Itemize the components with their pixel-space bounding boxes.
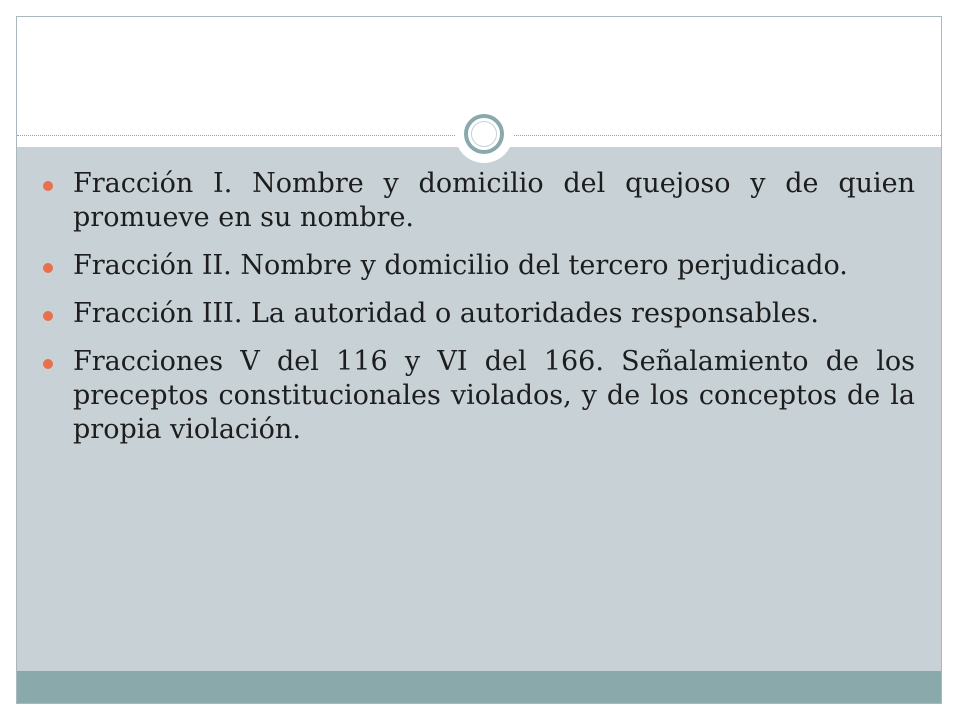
bullet-text: Fracción III. La autoridad o autoridades responsables. [73,298,820,329]
ornament-inner-ring [471,121,497,147]
footer-bar [17,671,941,704]
bullet-text: Fracción I. Nombre y domicilio del quejoso y de quien promueve en su nombre. [73,168,915,233]
bullet-text: Fracción II. Nombre y domicilio del tercero perjudicado. [73,250,848,281]
bullet-item [43,167,915,235]
bullet-item [43,345,915,447]
slide-frame [16,16,942,704]
bullet-dot-icon [43,181,53,191]
bullet-item [43,249,915,283]
bullet-dot-icon [43,311,53,321]
circle-ornament-icon [455,105,513,163]
bullet-dot-icon [43,359,53,369]
bullet-dot-icon [43,263,53,273]
bullet-item [43,297,915,331]
ornament-ring [464,114,504,154]
bullet-text: Fracciones V del 116 y VI del 166. Señalamiento de los preceptos constitucionales violados, y de los conceptos de la propia violación. [73,346,915,445]
bullet-list [43,167,915,461]
